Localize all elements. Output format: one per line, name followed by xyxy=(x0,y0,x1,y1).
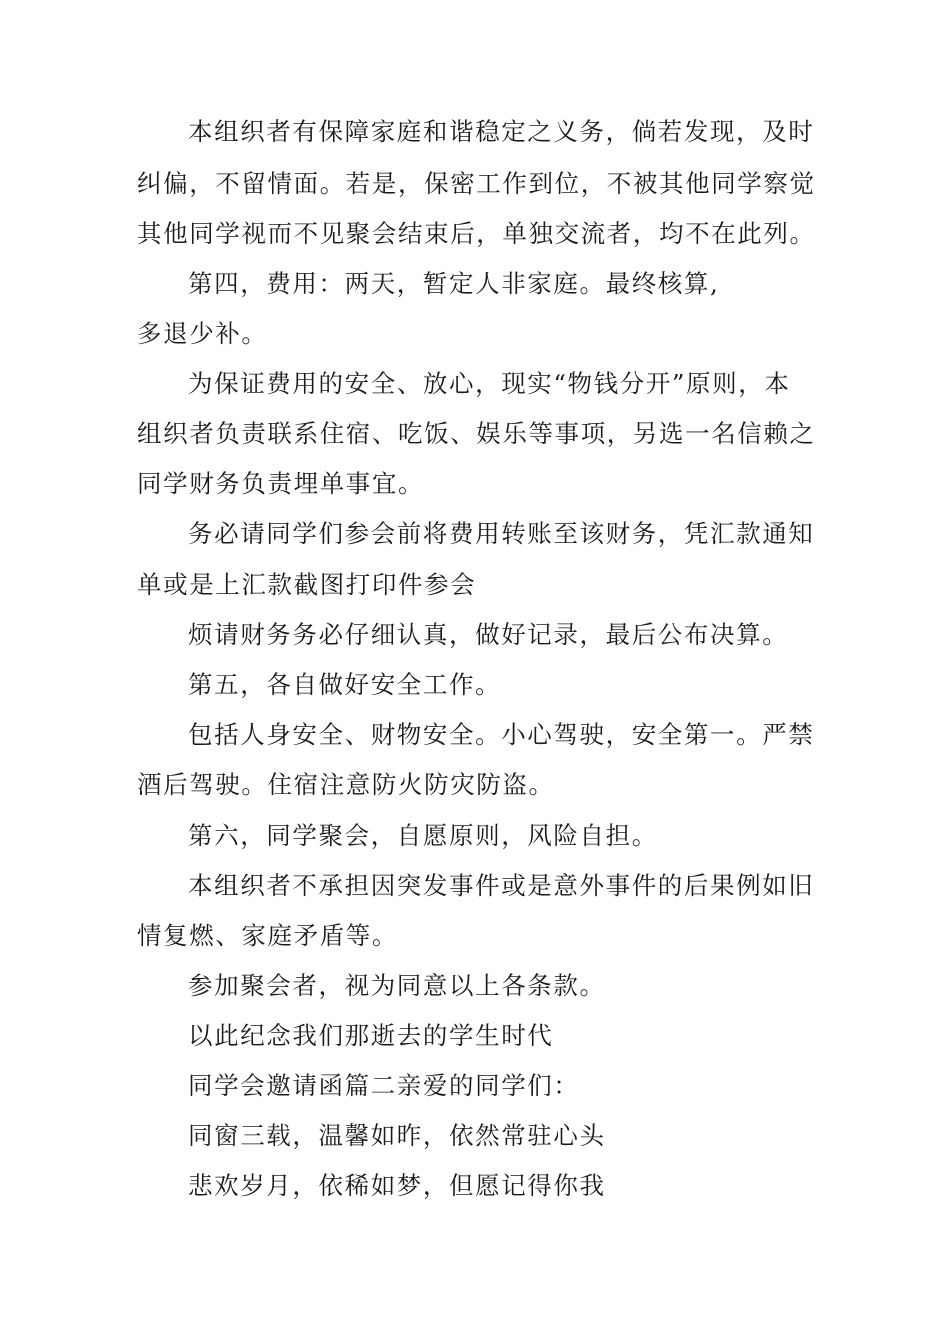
text-line: 本组织者有保障家庭和谐稳定之义务，倘若发现，及时 xyxy=(188,117,815,146)
text-line: 第五，各自做好安全工作。 xyxy=(188,670,502,699)
text-line: 为保证费用的安全、放心，现实“物钱分开”原则，本 xyxy=(188,369,791,398)
text-line: 悲欢岁月，依稀如梦，但愿记得你我 xyxy=(188,1171,606,1200)
text-line: 包括人身安全、财物安全。小心驾驶，安全第一。严禁 xyxy=(188,720,815,749)
text-line: 同窗三载，温馨如昨，依然常驻心头 xyxy=(188,1121,606,1150)
text-line: 其他同学视而不见聚会结束后，单独交流者，均不在此列。 xyxy=(137,219,816,248)
text-line: 参加聚会者，视为同意以上各条款。 xyxy=(188,971,606,1000)
text-line: 多退少补。 xyxy=(137,319,268,348)
text-line: 第四，费用：两天，暂定人非家庭。最终核算, xyxy=(188,269,720,298)
text-line: 烦请财务务必仔细认真，做好记录，最后公布决算。 xyxy=(188,620,789,649)
text-line: 情复燃、家庭矛盾等。 xyxy=(137,921,398,950)
text-line: 同学财务负责埋单事宜。 xyxy=(137,469,425,498)
text-line: 第六，同学聚会，自愿原则，风险自担。 xyxy=(188,821,658,850)
text-line: 单或是上汇款截图打印件参会 xyxy=(137,570,477,599)
text-line: 以此纪念我们那逝去的学生时代 xyxy=(188,1021,554,1050)
text-line: 组织者负责联系住宿、吃饭、娱乐等事项，另选一名信赖之 xyxy=(137,419,816,448)
text-line: 同学会邀请函篇二亲爱的同学们： xyxy=(188,1071,580,1100)
text-line: 务必请同学们参会前将费用转账至该财务，凭汇款通知 xyxy=(188,519,815,548)
text-line: 纠偏，不留情面。若是，保密工作到位，不被其他同学察觉 xyxy=(137,169,816,198)
text-line: 本组织者不承担因突发事件或是意外事件的后果例如旧 xyxy=(188,871,815,900)
text-line: 酒后驾驶。住宿注意防火防灾防盗。 xyxy=(137,770,555,799)
